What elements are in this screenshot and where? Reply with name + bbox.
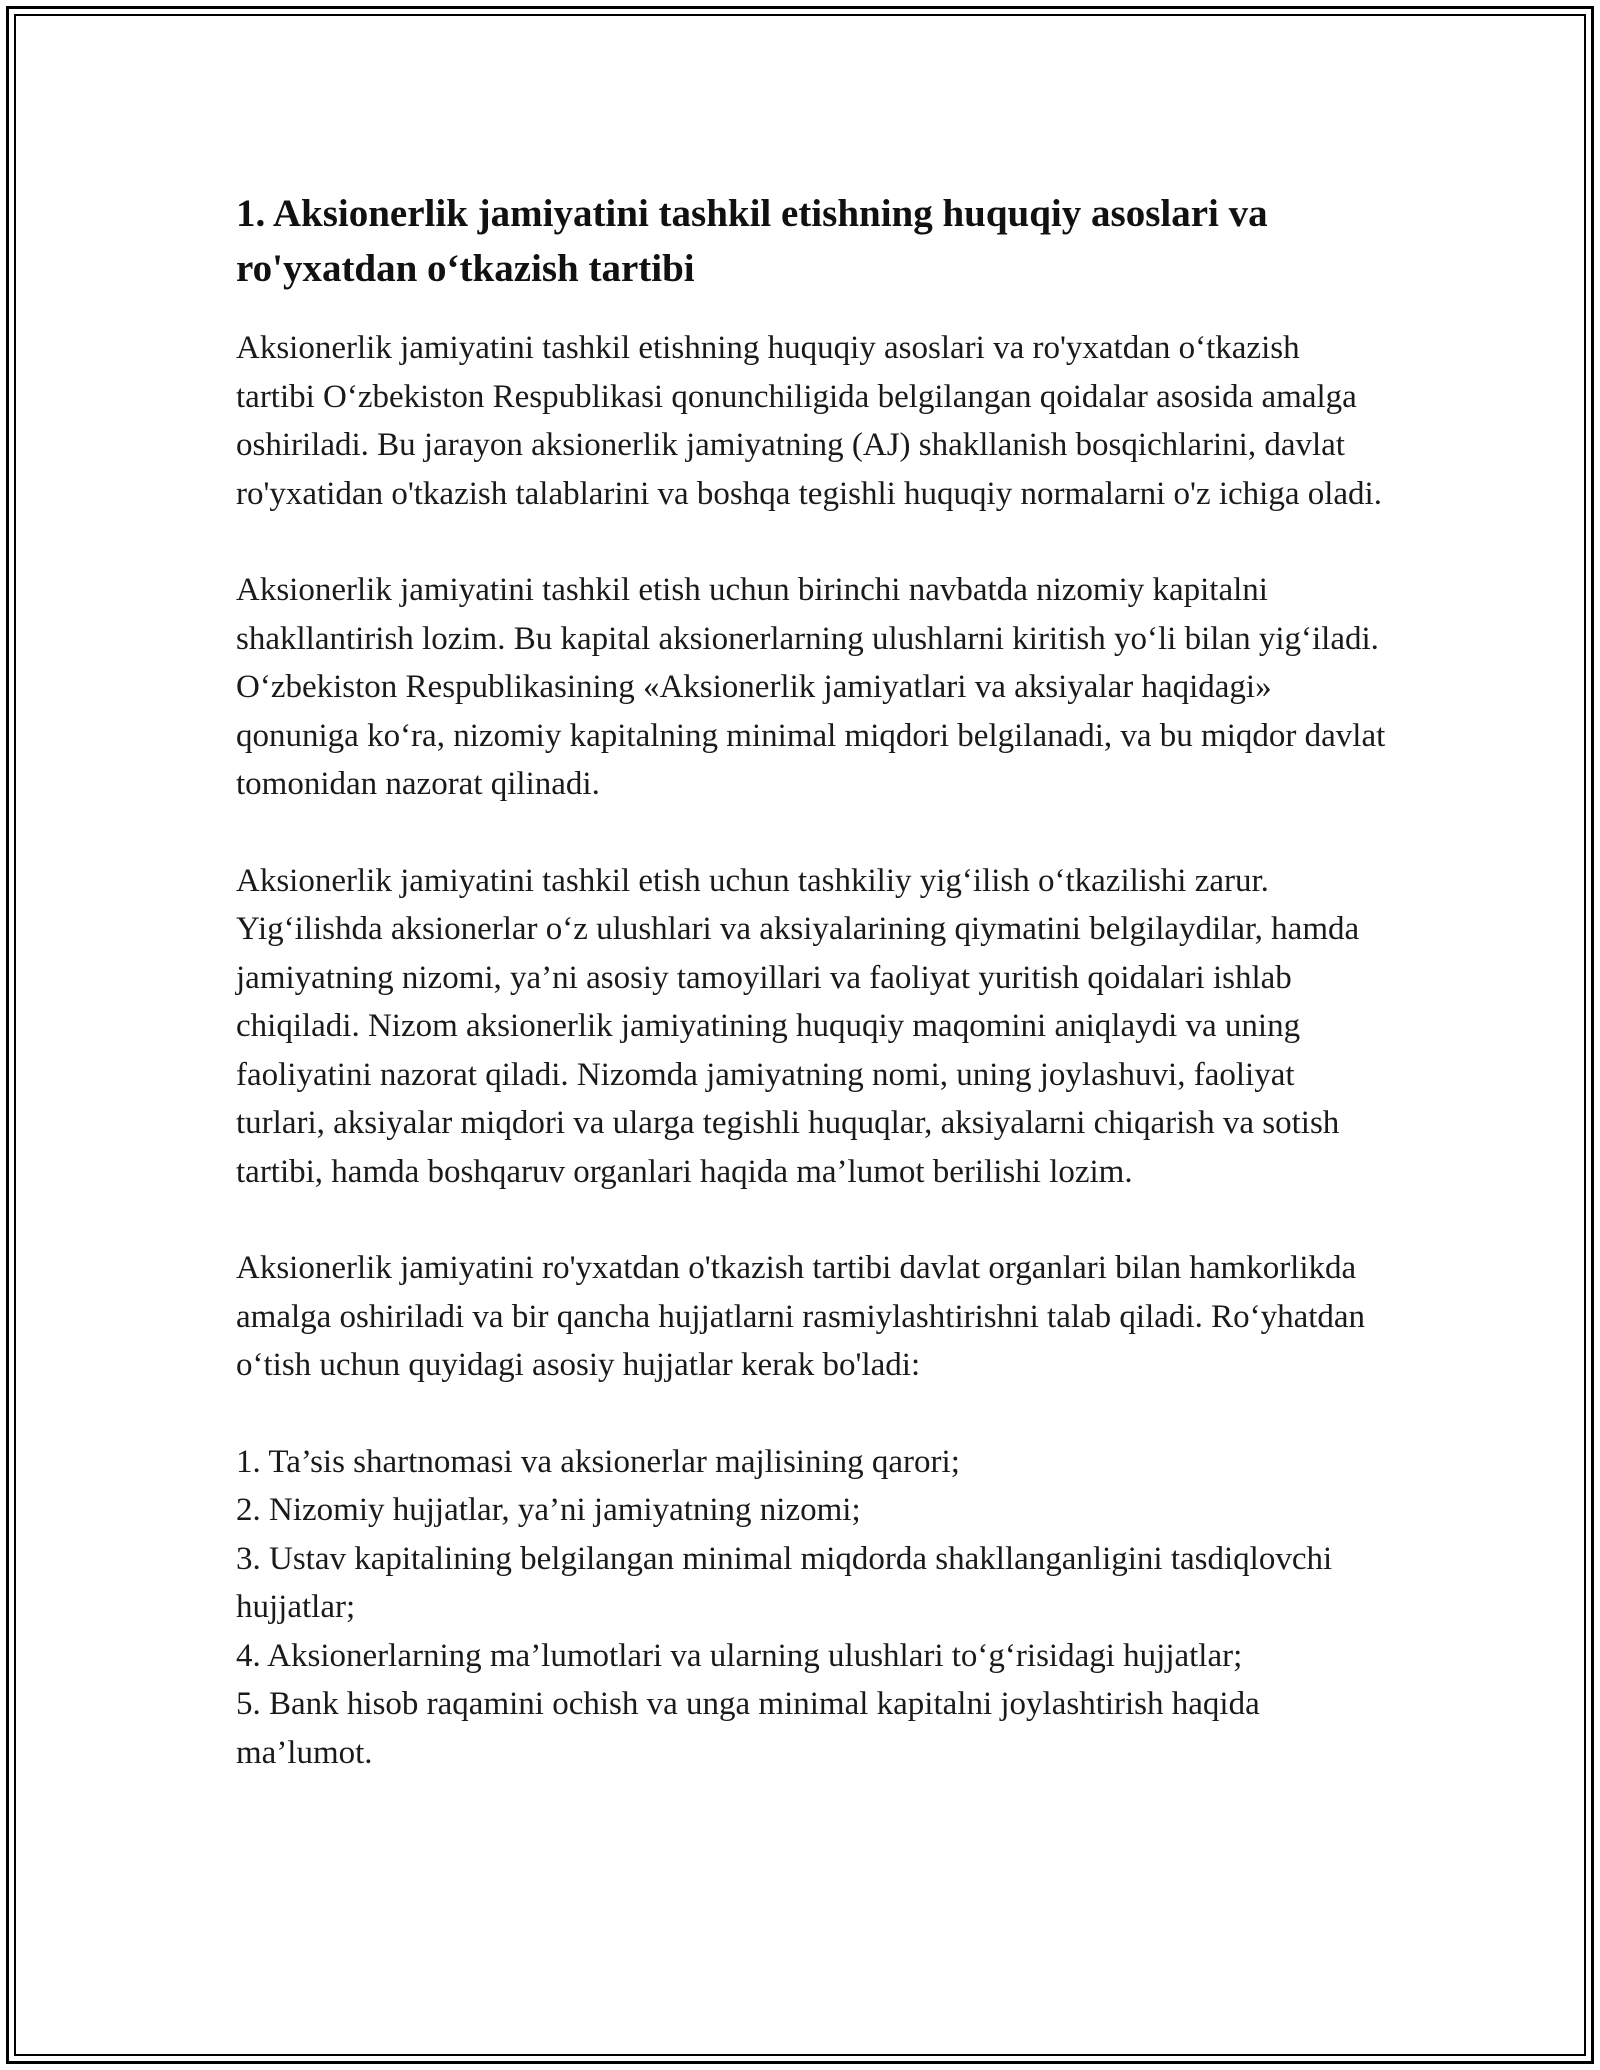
paragraph-registration: Aksionerlik jamiyatini ro'yxatdan o'tkazish tartibi davlat organlari bilan hamkorlikda amalga oshiriladi va bir qancha hujjatlarni rasmiylashtirishni talab qiladi. Ro‘yhatdan o‘tish uchun quyidagi asosiy hujjatlar kerak bo'ladi: — [236, 1250, 1366, 1383]
document-body — [236, 186, 1386, 1777]
required-documents-list — [236, 1438, 1386, 1778]
paragraph-capital: Aksionerlik jamiyatini tashkil etish uchun birinchi navbatda nizomiy kapitalni shakllantirish lozim. Bu kapital aksionerlarning ulushlarni kiritish yo‘li bilan yig‘iladi. O‘zbekiston Respublikasining «Aksionerlik jamiyatlari va aksiyalar haqidagi» qonuniga ko‘ra, nizomiy kapitalning minimal miqdori belgilanadi, va bu miqdor davlat tomonidan nazorat qilinadi. — [236, 572, 1386, 802]
section-heading: 1. Aksionerlik jamiyatini tashkil etishning huquqiy asoslari va ro'yxatdan o‘tkazish tartibi — [236, 192, 1268, 290]
list-item: 4. Aksionerlarning ma’lumotlari va ularning ulushlari to‘g‘risidagi hujjatlar; — [236, 1637, 1243, 1674]
list-item: 5. Bank hisob raqamini ochish va unga minimal kapitalni joylashtirish haqida ma’lumot. — [236, 1686, 1260, 1771]
list-item: 3. Ustav kapitalining belgilangan minimal miqdorda shakllanganligini tasdiqlovchi hujjatlar; — [236, 1540, 1333, 1625]
list-item: 1. Ta’sis shartnomasi va aksionerlar majlisining qarori; — [236, 1443, 960, 1480]
paragraph-founding-meeting: Aksionerlik jamiyatini tashkil etish uchun tashkiliy yig‘ilish o‘tkazilishi zarur. Yig‘ilishda aksionerlar o‘z ulushlari va aksiyalarining qiymatini belgilaydilar, hamda jamiyatning nizomi, ya’ni asosiy tamoyillari va faoliyat yuritish qoidalari ishlab chiqiladi. Nizom aksionerlik jamiyatining huquqiy maqomini aniqlaydi va uning faoliyatini nazorat qiladi. Nizomda jamiyatning nomi, uning joylashuvi, faoliyat turlari, aksiyalar miqdori va ularga tegishli huquqlar, aksiyalarni chiqarish va sotish tartibi, hamda boshqaruv organlari haqida ma’lumot berilishi lozim. — [236, 862, 1360, 1190]
list-item: 2. Nizomiy hujjatlar, ya’ni jamiyatning nizomi; — [236, 1492, 861, 1528]
paragraph-intro: Aksionerlik jamiyatini tashkil etishning huquqiy asoslari va ro'yxatdan o‘tkazish tartibi O‘zbekiston Respublikasi qonunchiligida belgilangan qoidalar asosida amalga oshiriladi. Bu jarayon aksionerlik jamiyatning (AJ) shakllanish bosqichlarini, davlat ro'yxatidan o'tkazish talablarini va boshqa tegishli huquqiy normalarni o'z ichiga oladi. — [236, 330, 1382, 512]
